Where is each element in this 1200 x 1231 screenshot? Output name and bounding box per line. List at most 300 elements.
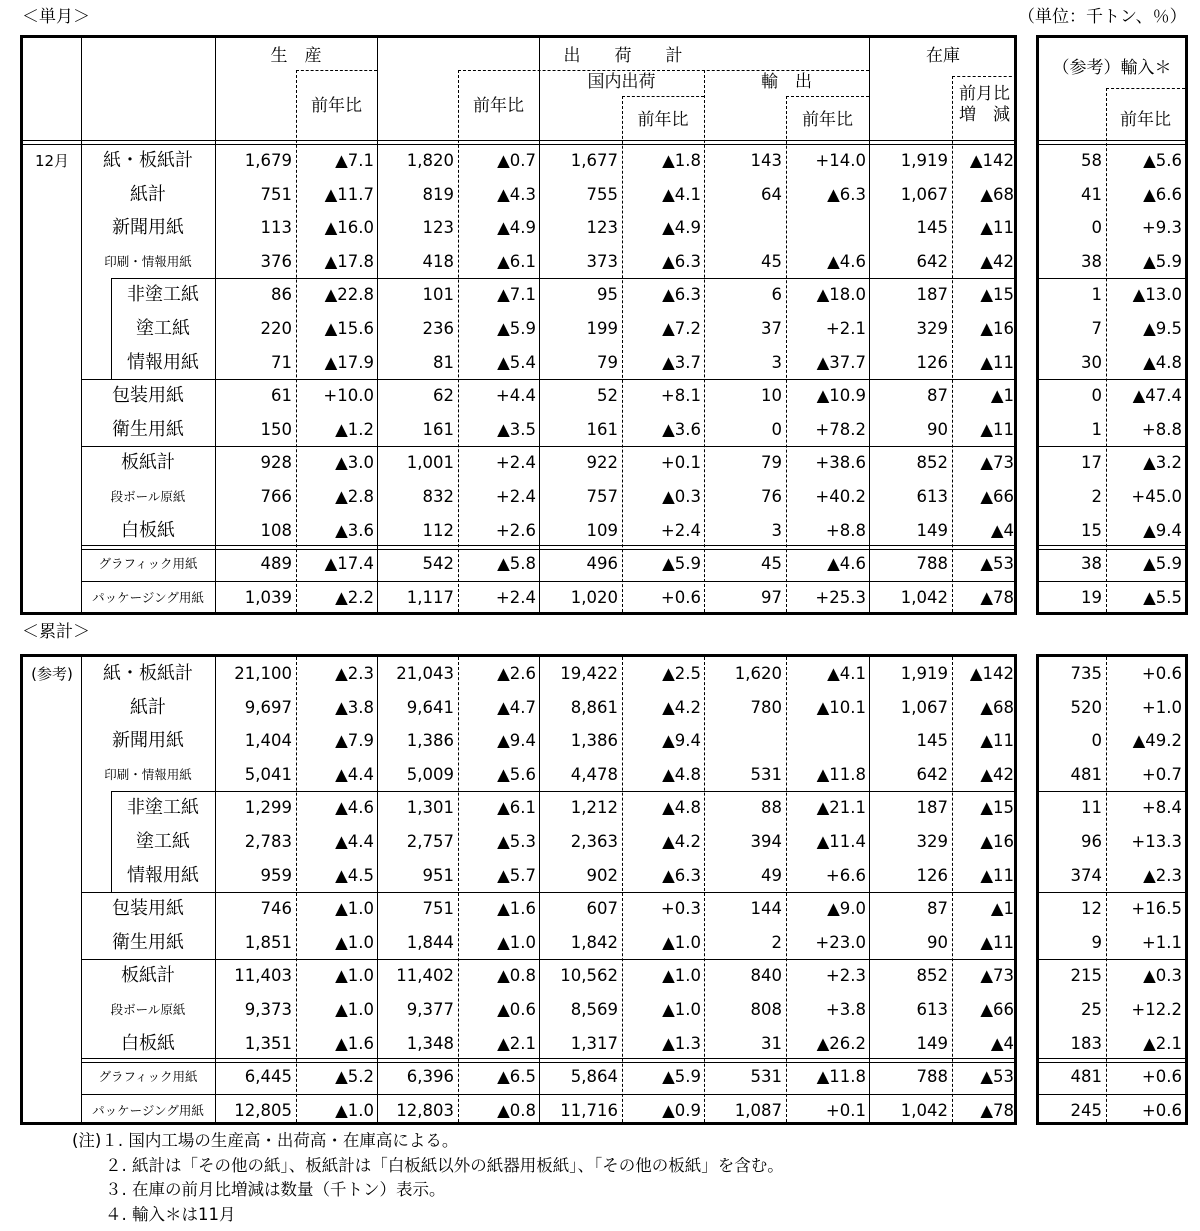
inventory-mom-cell: ▲53 — [980, 1067, 1014, 1087]
shipment-cell: 9,641 — [406, 697, 454, 717]
import-yoy-cell: +8.8 — [1141, 419, 1182, 439]
production-cell: 751 — [260, 184, 292, 204]
domestic-header: 国内出荷 — [587, 72, 656, 92]
export-cell: 79 — [761, 453, 782, 473]
row-label: 紙・板紙計 — [103, 663, 193, 684]
production-cell: 5,041 — [244, 764, 292, 784]
inventory-cell: 90 — [927, 932, 948, 952]
row-label: 紙・板紙計 — [103, 150, 193, 171]
import-yoy-cell: +0.6 — [1141, 1067, 1182, 1087]
row-label: 衛生用紙 — [112, 418, 184, 440]
inventory-mom-cell: ▲16 — [980, 832, 1014, 851]
import-yoy-cell: ▲6.6 — [1143, 184, 1182, 204]
shipment-cell: 819 — [422, 184, 454, 204]
note-line: ４. 輸入＊は11月 — [72, 1204, 236, 1224]
row-label: 段ボール原紙 — [110, 1002, 186, 1017]
shipment-cell: 81 — [433, 352, 454, 372]
shipment-cell: 101 — [422, 285, 454, 305]
shipment-yoy-cell: ▲5.7 — [497, 865, 536, 885]
cumulative-import-table — [1036, 654, 1188, 1125]
shipment-cell: 1,348 — [406, 1033, 454, 1053]
mom-header: 前月比 — [959, 84, 1010, 104]
import-cell: 0 — [1091, 731, 1102, 751]
export-cell — [704, 724, 782, 758]
shipment-cell: 11,402 — [396, 966, 454, 986]
domestic-yoy-cell: ▲9.4 — [662, 731, 701, 751]
domestic-yoy-cell: ▲4.9 — [662, 218, 701, 238]
inventory-cell: 187 — [916, 798, 948, 818]
domestic-yoy-cell: ▲6.3 — [662, 285, 701, 305]
domestic-yoy-cell: +0.1 — [660, 453, 701, 473]
domestic-yoy-cell: ▲4.2 — [662, 697, 701, 717]
import-header: （参考）輸入＊ — [1052, 58, 1172, 78]
shipment-yoy-cell: ▲0.8 — [497, 1100, 536, 1120]
inventory-mom-cell: ▲42 — [980, 764, 1014, 784]
export-yoy-cell: +8.8 — [825, 520, 866, 540]
mom-header: 増 減 — [959, 105, 1010, 125]
row-label: グラフィック用紙 — [98, 1069, 198, 1085]
shipment-total-header: 出 荷 計 — [563, 46, 683, 66]
production-yoy-cell: ▲3.6 — [335, 520, 374, 540]
export-cell: 76 — [761, 487, 782, 506]
shipment-cell: 1,001 — [406, 453, 454, 473]
export-cell: 45 — [761, 251, 782, 271]
import-yoy-cell: ▲13.0 — [1132, 285, 1182, 305]
inventory-mom-cell: ▲15 — [980, 798, 1014, 818]
inventory-cell: 642 — [916, 251, 948, 271]
domestic-cell: 757 — [586, 487, 618, 506]
shipment-yoy-cell: ▲4.3 — [497, 184, 536, 204]
domestic-yoy-cell: ▲4.8 — [662, 798, 701, 818]
import-yoy-cell: ▲5.6 — [1143, 151, 1182, 170]
shipment-cell: 1,301 — [406, 798, 454, 818]
production-yoy-cell: ▲1.6 — [335, 1033, 374, 1053]
production-cell: 766 — [260, 487, 292, 506]
import-yoy-cell: +0.7 — [1141, 764, 1182, 784]
export-cell: 780 — [750, 697, 782, 717]
production-yoy-cell: ▲7.1 — [335, 151, 374, 170]
production-cell: 21,100 — [234, 664, 292, 683]
domestic-cell: 902 — [586, 865, 618, 885]
notes — [72, 1129, 784, 1227]
inventory-cell: 126 — [916, 352, 948, 372]
production-yoy-cell: ▲1.0 — [335, 899, 374, 919]
production-yoy-cell: ▲15.6 — [324, 319, 374, 338]
inventory-cell: 642 — [916, 764, 948, 784]
domestic-yoy-cell: ▲5.9 — [662, 1067, 701, 1087]
shipment-yoy-cell: ▲2.1 — [497, 1033, 536, 1053]
shipment-yoy-cell: ▲5.8 — [497, 554, 536, 574]
inventory-mom-cell: ▲1 — [990, 899, 1014, 919]
shipment-cell: 9,377 — [406, 1000, 454, 1019]
production-cell: 113 — [260, 218, 292, 238]
production-cell: 12,805 — [234, 1100, 292, 1120]
shipment-yoy-cell: ▲6.1 — [497, 798, 536, 818]
domestic-cell: 373 — [586, 251, 618, 271]
production-cell: 86 — [271, 285, 292, 305]
inventory-mom-cell: ▲66 — [980, 1000, 1014, 1019]
export-cell: 88 — [761, 798, 782, 818]
import-yoy-cell: +0.6 — [1141, 664, 1182, 683]
row-label: 非塗工紙 — [127, 797, 199, 819]
shipment-cell: 12,803 — [396, 1100, 454, 1120]
shipment-cell: 112 — [422, 520, 454, 540]
production-yoy-cell: ▲3.8 — [335, 697, 374, 717]
import-cell: 0 — [1091, 218, 1102, 238]
import-yoy-cell: ▲49.2 — [1132, 731, 1182, 751]
shipment-yoy-cell: ▲6.1 — [497, 251, 536, 271]
import-yoy-cell: ▲47.4 — [1132, 386, 1182, 406]
domestic-cell: 1,212 — [570, 798, 618, 818]
production-cell: 71 — [271, 352, 292, 372]
production-yoy-cell: ▲1.0 — [335, 966, 374, 986]
inventory-mom-cell: ▲11 — [980, 731, 1014, 751]
production-yoy-cell: ▲17.9 — [324, 352, 374, 372]
row-label: 段ボール原紙 — [110, 489, 186, 504]
export-cell: 49 — [761, 865, 782, 885]
domestic-cell: 10,562 — [560, 966, 618, 986]
shipment-yoy-cell: +4.4 — [495, 386, 536, 406]
inventory-cell: 788 — [916, 554, 948, 574]
yoy-header: 前年比 — [473, 96, 524, 116]
domestic-cell: 8,569 — [570, 1000, 618, 1019]
inventory-mom-cell: ▲66 — [980, 487, 1014, 506]
monthly-period: 12月 — [34, 152, 70, 170]
export-cell: 10 — [761, 386, 782, 406]
shipment-yoy-cell: +2.6 — [495, 520, 536, 540]
export-cell: 1,620 — [734, 664, 782, 683]
shipment-yoy-cell: ▲0.6 — [497, 1000, 536, 1019]
production-cell: 108 — [260, 520, 292, 540]
import-cell: 96 — [1081, 832, 1102, 851]
production-yoy-cell: ▲22.8 — [324, 285, 374, 305]
export-yoy-cell: ▲37.7 — [816, 352, 866, 372]
domestic-yoy-cell: ▲3.7 — [662, 352, 701, 372]
row-label: 板紙計 — [121, 452, 175, 474]
export-cell: 531 — [750, 764, 782, 784]
row-label: 板紙計 — [121, 965, 175, 987]
production-yoy-cell: ▲16.0 — [324, 218, 374, 238]
inventory-mom-cell: ▲15 — [980, 285, 1014, 305]
row-label: パッケージング用紙 — [92, 1102, 204, 1118]
domestic-cell: 922 — [586, 453, 618, 473]
domestic-yoy-cell: ▲6.3 — [662, 865, 701, 885]
import-yoy-cell: ▲2.3 — [1143, 865, 1182, 885]
export-cell: 3 — [771, 520, 782, 540]
inventory-mom-cell: ▲42 — [980, 251, 1014, 271]
shipment-yoy-cell: ▲1.0 — [497, 932, 536, 952]
export-yoy-cell: +0.1 — [825, 1100, 866, 1120]
shipment-cell: 62 — [433, 386, 454, 406]
domestic-cell: 123 — [586, 218, 618, 238]
inventory-mom-cell: ▲4 — [990, 1033, 1014, 1053]
inventory-mom-cell: ▲68 — [980, 697, 1014, 717]
export-yoy-cell: ▲18.0 — [816, 285, 866, 305]
inventory-mom-cell: ▲16 — [980, 319, 1014, 338]
row-label: 白板紙 — [121, 519, 175, 541]
export-cell: 531 — [750, 1067, 782, 1087]
import-cell: 183 — [1070, 1033, 1102, 1053]
shipment-yoy-cell: ▲6.5 — [497, 1067, 536, 1087]
production-yoy-cell: ▲4.4 — [335, 832, 374, 851]
header-dash — [622, 96, 704, 97]
production-yoy-cell: ▲2.2 — [335, 587, 374, 607]
monthly-main-table — [20, 35, 1017, 615]
header-dash — [1106, 88, 1185, 89]
header-dash — [952, 76, 1017, 77]
production-cell: 1,404 — [244, 731, 292, 751]
import-yoy-cell: ▲0.3 — [1143, 966, 1182, 986]
shipment-yoy-cell: ▲5.6 — [497, 764, 536, 784]
inventory-mom-cell: ▲4 — [990, 520, 1014, 540]
shipment-cell: 6,396 — [406, 1067, 454, 1087]
shipment-yoy-cell: ▲0.7 — [497, 151, 536, 170]
cumulative-section-label: ＜累計＞ — [22, 622, 90, 642]
row-label: グラフィック用紙 — [98, 556, 198, 572]
export-yoy-cell: ▲6.3 — [827, 184, 866, 204]
export-yoy-cell: +40.2 — [815, 487, 866, 506]
inventory-cell: 852 — [916, 966, 948, 986]
production-cell: 489 — [260, 554, 292, 574]
production-cell: 9,373 — [244, 1000, 292, 1019]
export-yoy-cell: +78.2 — [815, 419, 866, 439]
production-yoy-cell: +10.0 — [323, 386, 374, 406]
import-cell: 19 — [1081, 587, 1102, 607]
note-line: ２. 紙計は「その他の紙」、板紙計は「白板紙以外の紙器用板紙」、「その他の板紙」を含む。 — [72, 1155, 784, 1175]
row-label: 紙計 — [130, 696, 166, 718]
production-cell: 1,851 — [244, 932, 292, 952]
import-cell: 15 — [1081, 520, 1102, 540]
import-cell: 58 — [1081, 151, 1102, 170]
monthly-import-table — [1036, 35, 1188, 615]
shipment-cell: 2,757 — [406, 832, 454, 851]
shipment-cell: 751 — [422, 899, 454, 919]
production-cell: 220 — [260, 319, 292, 338]
monthly-table-block — [0, 35, 1200, 615]
export-header: 輸 出 — [761, 72, 812, 92]
export-cell: 144 — [750, 899, 782, 919]
production-cell: 1,299 — [244, 798, 292, 818]
shipment-cell: 1,844 — [406, 932, 454, 952]
import-cell: 1 — [1091, 285, 1102, 305]
import-yoy-cell: +12.2 — [1131, 1000, 1182, 1019]
inventory-mom-cell: ▲11 — [980, 218, 1014, 238]
production-yoy-cell: ▲4.4 — [335, 764, 374, 784]
production-cell: 746 — [260, 899, 292, 919]
domestic-cell: 2,363 — [570, 832, 618, 851]
row-label: 紙計 — [130, 183, 166, 205]
shipment-cell: 123 — [422, 218, 454, 238]
note-line: ３. 在庫の前月比増減は数量（千トン）表示。 — [72, 1180, 446, 1199]
row-label: 印刷・情報用紙 — [104, 253, 192, 269]
row-label: 包装用紙 — [112, 898, 184, 920]
domestic-cell: 1,317 — [570, 1033, 618, 1053]
domestic-cell: 8,861 — [570, 697, 618, 717]
shipment-cell: 418 — [422, 251, 454, 271]
domestic-cell: 199 — [586, 319, 618, 338]
import-cell: 7 — [1091, 319, 1102, 338]
unit-label: （単位：千トン、％） — [1018, 7, 1187, 27]
production-yoy-cell: ▲2.3 — [335, 664, 374, 683]
production-yoy-cell: ▲3.0 — [335, 453, 374, 473]
shipment-yoy-cell: ▲7.1 — [497, 285, 536, 305]
export-cell: 2 — [771, 932, 782, 952]
row-label: 包装用紙 — [112, 385, 184, 407]
note-line: (注)１. 国内工場の生産高・出荷高・在庫高による。 — [72, 1131, 459, 1150]
inventory-cell: 852 — [916, 453, 948, 473]
production-cell: 6,445 — [244, 1067, 292, 1087]
import-yoy-cell: +16.5 — [1131, 899, 1182, 919]
import-yoy-cell: +1.1 — [1141, 932, 1182, 952]
domestic-yoy-cell: ▲0.3 — [662, 487, 701, 506]
production-cell: 1,679 — [244, 151, 292, 170]
yoy-header: 前年比 — [1120, 110, 1171, 130]
yoy-header: 前年比 — [311, 96, 362, 116]
production-yoy-cell: ▲4.5 — [335, 865, 374, 885]
import-cell: 245 — [1070, 1100, 1102, 1120]
header-dash — [296, 70, 377, 71]
inventory-mom-cell: ▲11 — [980, 865, 1014, 885]
domestic-cell: 1,842 — [570, 932, 618, 952]
row-label: パッケージング用紙 — [92, 589, 204, 605]
domestic-yoy-cell: ▲1.3 — [662, 1033, 701, 1053]
import-cell: 735 — [1070, 664, 1102, 683]
shipment-yoy-cell: ▲9.4 — [497, 731, 536, 751]
import-cell: 38 — [1081, 554, 1102, 574]
import-cell: 1 — [1091, 419, 1102, 439]
import-cell: 215 — [1070, 966, 1102, 986]
import-yoy-cell: ▲9.5 — [1143, 319, 1182, 338]
export-cell: 64 — [761, 184, 782, 204]
shipment-cell: 1,820 — [406, 151, 454, 170]
import-yoy-cell: ▲2.1 — [1143, 1033, 1182, 1053]
domestic-cell: 4,478 — [570, 764, 618, 784]
import-yoy-cell: +9.3 — [1141, 218, 1182, 238]
inventory-cell: 90 — [927, 419, 948, 439]
inventory-cell: 1,919 — [900, 664, 948, 683]
inventory-cell: 613 — [916, 1000, 948, 1019]
production-cell: 9,697 — [244, 697, 292, 717]
production-cell: 928 — [260, 453, 292, 473]
cumulative-period: (参考) — [31, 665, 73, 683]
yoy-header: 前年比 — [802, 110, 853, 130]
domestic-yoy-cell: +0.3 — [660, 899, 701, 919]
row-label: 情報用紙 — [127, 864, 199, 886]
inventory-cell: 149 — [916, 1033, 948, 1053]
export-yoy-cell: ▲11.8 — [816, 1067, 866, 1087]
domestic-yoy-cell: ▲1.8 — [662, 151, 701, 170]
domestic-yoy-cell: ▲1.0 — [662, 1000, 701, 1019]
inventory-cell: 87 — [927, 386, 948, 406]
shipment-yoy-cell: ▲4.9 — [497, 218, 536, 238]
import-yoy-cell: ▲5.5 — [1143, 587, 1182, 607]
shipment-yoy-cell: ▲5.9 — [497, 319, 536, 338]
domestic-cell: 79 — [597, 352, 618, 372]
export-cell: 37 — [761, 319, 782, 338]
import-cell: 9 — [1091, 932, 1102, 952]
export-yoy-cell: ▲11.8 — [816, 764, 866, 784]
import-cell: 11 — [1081, 798, 1102, 818]
import-yoy-cell: ▲3.2 — [1143, 453, 1182, 473]
shipment-yoy-cell: ▲0.8 — [497, 966, 536, 986]
export-cell: 31 — [761, 1033, 782, 1053]
production-yoy-cell: ▲5.2 — [335, 1067, 374, 1087]
row-label: 衛生用紙 — [112, 931, 184, 953]
domestic-yoy-cell: ▲7.2 — [662, 319, 701, 338]
export-cell: 97 — [761, 587, 782, 607]
import-cell: 17 — [1081, 453, 1102, 473]
production-header: 生 産 — [270, 46, 322, 66]
export-yoy-cell: +2.1 — [825, 319, 866, 338]
shipment-yoy-cell: ▲5.4 — [497, 352, 536, 372]
inventory-mom-cell: ▲73 — [980, 453, 1014, 473]
import-yoy-cell: ▲5.9 — [1143, 251, 1182, 271]
inventory-cell: 1,067 — [900, 697, 948, 717]
import-yoy-cell: ▲4.8 — [1143, 352, 1182, 372]
import-cell: 30 — [1081, 352, 1102, 372]
shipment-yoy-cell: +2.4 — [495, 453, 536, 473]
inventory-mom-cell: ▲11 — [980, 932, 1014, 952]
export-yoy-cell: ▲26.2 — [816, 1033, 866, 1053]
domestic-cell: 52 — [597, 386, 618, 406]
domestic-yoy-cell: ▲4.8 — [662, 764, 701, 784]
inventory-cell: 613 — [916, 487, 948, 506]
shipment-cell: 161 — [422, 419, 454, 439]
inventory-cell: 145 — [916, 731, 948, 751]
export-cell — [704, 211, 782, 245]
export-yoy-cell: +25.3 — [815, 587, 866, 607]
cumulative-main-table — [20, 654, 1017, 1125]
export-yoy-cell: ▲11.4 — [816, 832, 866, 851]
export-yoy-cell: +14.0 — [815, 151, 866, 170]
import-cell: 12 — [1081, 899, 1102, 919]
shipment-yoy-cell: ▲3.5 — [497, 419, 536, 439]
domestic-yoy-cell: ▲2.5 — [662, 664, 701, 683]
domestic-yoy-cell: ▲5.9 — [662, 554, 701, 574]
row-label: 白板紙 — [121, 1032, 175, 1054]
export-cell: 840 — [750, 966, 782, 986]
export-yoy-cell: ▲4.1 — [827, 664, 866, 683]
row-label: 新聞用紙 — [112, 217, 184, 239]
inventory-mom-cell: ▲78 — [980, 587, 1014, 607]
inventory-cell: 87 — [927, 899, 948, 919]
domestic-yoy-cell: ▲1.0 — [662, 966, 701, 986]
domestic-yoy-cell: +8.1 — [660, 386, 701, 406]
inventory-cell: 1,067 — [900, 184, 948, 204]
production-yoy-cell: ▲1.0 — [335, 932, 374, 952]
row-label: 塗工紙 — [136, 318, 190, 339]
production-cell: 61 — [271, 386, 292, 406]
production-cell: 2,783 — [244, 832, 292, 851]
domestic-yoy-cell: ▲4.1 — [662, 184, 701, 204]
import-yoy-cell: +8.4 — [1141, 798, 1182, 818]
import-cell: 481 — [1070, 1067, 1102, 1087]
shipment-yoy-cell: ▲2.6 — [497, 664, 536, 683]
domestic-yoy-cell: ▲3.6 — [662, 419, 701, 439]
import-yoy-cell: +0.6 — [1141, 1100, 1182, 1120]
export-yoy-cell: +38.6 — [815, 453, 866, 473]
inventory-mom-cell: ▲68 — [980, 184, 1014, 204]
domestic-cell: 11,716 — [560, 1100, 618, 1120]
import-cell: 41 — [1081, 184, 1102, 204]
export-yoy-cell: ▲10.1 — [816, 697, 866, 717]
shipment-yoy-cell: +2.4 — [495, 587, 536, 607]
import-yoy-cell: +13.3 — [1131, 832, 1182, 851]
production-yoy-cell: ▲17.4 — [324, 554, 374, 574]
export-yoy-cell: ▲9.0 — [827, 899, 866, 919]
domestic-cell: 5,864 — [570, 1067, 618, 1087]
inventory-mom-cell: ▲142 — [969, 664, 1014, 683]
